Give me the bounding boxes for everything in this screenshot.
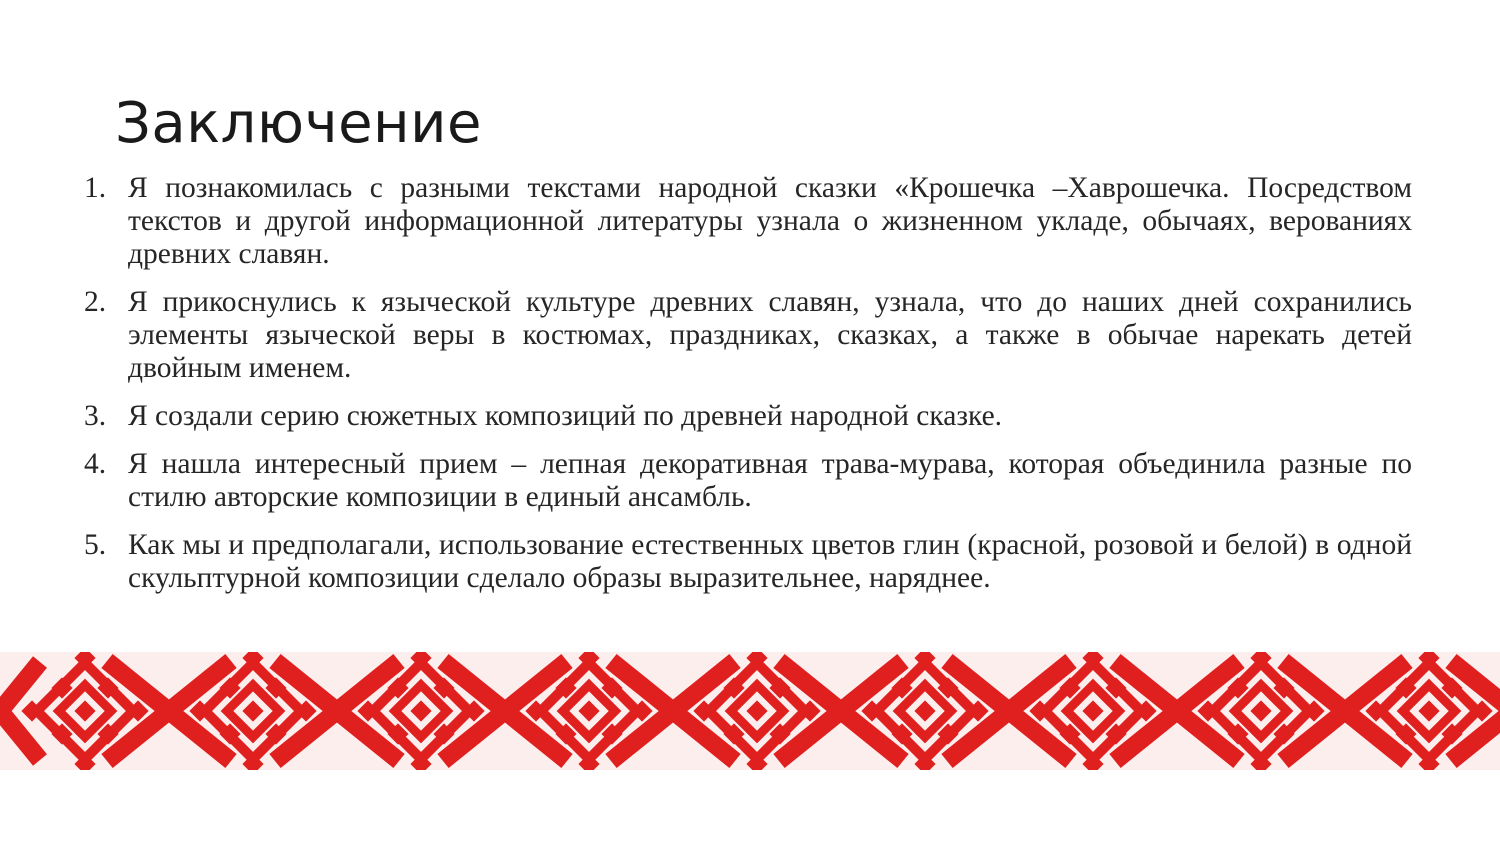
slide-title: Заключение (115, 91, 482, 156)
list-item-text: Я познакомилась с разными текстами народной сказки «Крошечка –Хаврошечка. Посредством текстов и другой информационной литературы узнала о жизненном укладе, обычаях, верованиях древних славян. (128, 172, 1412, 270)
list-item (82, 172, 1412, 271)
list-item (82, 286, 1412, 385)
list-item (82, 400, 1412, 433)
list-item-text: Я прикоснулись к языческой культуре древних славян, узнала, что до наших дней сохранились элементы языческой веры в костюмах, праздниках, сказках, а также в обычае нарекать детей двойным именем. (128, 286, 1412, 384)
list-item-number: 5. (84, 529, 107, 561)
ornament-border (0, 652, 1500, 770)
list-item-number: 4. (84, 448, 107, 480)
slavic-ornament-icon (0, 652, 1500, 770)
conclusion-list (82, 172, 1412, 610)
list-item-text: Я создали серию сюжетных композиций по древней народной сказке. (128, 400, 1003, 432)
list-item-number: 1. (84, 172, 107, 204)
list-item-number: 2. (84, 286, 107, 318)
list-item (82, 448, 1412, 514)
list-item (82, 529, 1412, 595)
ornament-row (0, 652, 1500, 770)
list-item-text: Я нашла интересный прием – лепная декоративная трава-мурава, которая объединила разные по стилю авторские композиции в единый ансамбль. (128, 448, 1412, 513)
list-item-text: Как мы и предполагали, использование естественных цветов глин (красной, розовой и белой) в одной скульптурной композиции сделало образы выразительнее, наряднее. (128, 529, 1412, 594)
list-item-number: 3. (84, 400, 107, 432)
